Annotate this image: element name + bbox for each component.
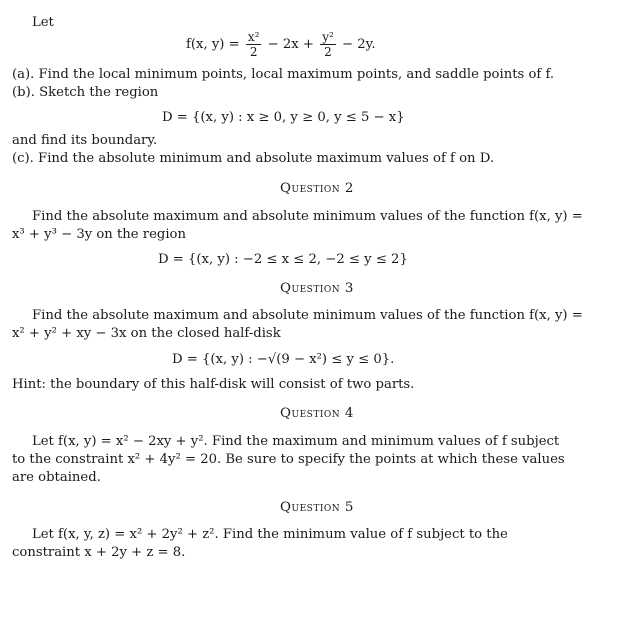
q1-func-tail: − 2y. (341, 37, 376, 52)
q5-line2: constraint x + 2y + z = 8. (12, 545, 186, 560)
q1-region: D = {(x, y) : x ≥ 0, y ≥ 0, y ≤ 5 − x} (162, 110, 405, 125)
q1-part-c: (c). Find the absolute minimum and absolute maximum values of f on D. (12, 151, 495, 166)
q1-func-lhs: f(x, y) = (186, 37, 240, 52)
q2-line2: x³ + y³ − 3y on the region (12, 227, 186, 242)
q3-line1: Find the absolute maximum and absolute minimum values of the function f(x, y) = (32, 308, 583, 323)
q1-intro: Let (32, 15, 54, 30)
q1-fraction-1 (246, 30, 262, 59)
q1-frac1-den: 2 (249, 45, 258, 59)
q3-heading: Question 3 (280, 281, 354, 296)
q3-line2: x² + y² + xy − 3x on the closed half-disk (12, 326, 281, 341)
q2-region: D = {(x, y) : −2 ≤ x ≤ 2, −2 ≤ y ≤ 2} (158, 252, 408, 267)
q4-line1: Let f(x, y) = x² − 2xy + y². Find the maximum and minimum values of f subject (32, 434, 560, 449)
q4-heading: Question 4 (280, 406, 354, 421)
q1-part-b: (b). Sketch the region (12, 85, 159, 100)
q1-function-definition (186, 30, 376, 59)
q1-frac2-den: 2 (324, 45, 332, 59)
q3-region: D = {(x, y) : −√(9 − x²) ≤ y ≤ 0}. (172, 352, 395, 367)
q2-heading: Question 2 (280, 181, 354, 196)
q1-fraction-2 (320, 30, 336, 59)
q2-line1: Find the absolute maximum and absolute minimum values of the function f(x, y) = (32, 209, 583, 224)
q1-frac1-num: x² (247, 30, 260, 44)
q1-frac2-num: y² (322, 30, 334, 44)
q5-line1: Let f(x, y, z) = x² + 2y² + z². Find the minimum value of f subject to the (32, 527, 508, 542)
q5-heading: Question 5 (280, 500, 354, 515)
q1-boundary: and find its boundary. (12, 133, 158, 148)
q1-part-a: (a). Find the local minimum points, local maximum points, and saddle points of f. (12, 67, 555, 82)
q4-line3: are obtained. (12, 470, 101, 485)
q4-line2: to the constraint x² + 4y² = 20. Be sure to specify the points at which these values (12, 452, 565, 467)
q1-func-mid: − 2x + (267, 37, 314, 52)
q3-hint: Hint: the boundary of this half-disk will consist of two parts. (12, 377, 415, 392)
